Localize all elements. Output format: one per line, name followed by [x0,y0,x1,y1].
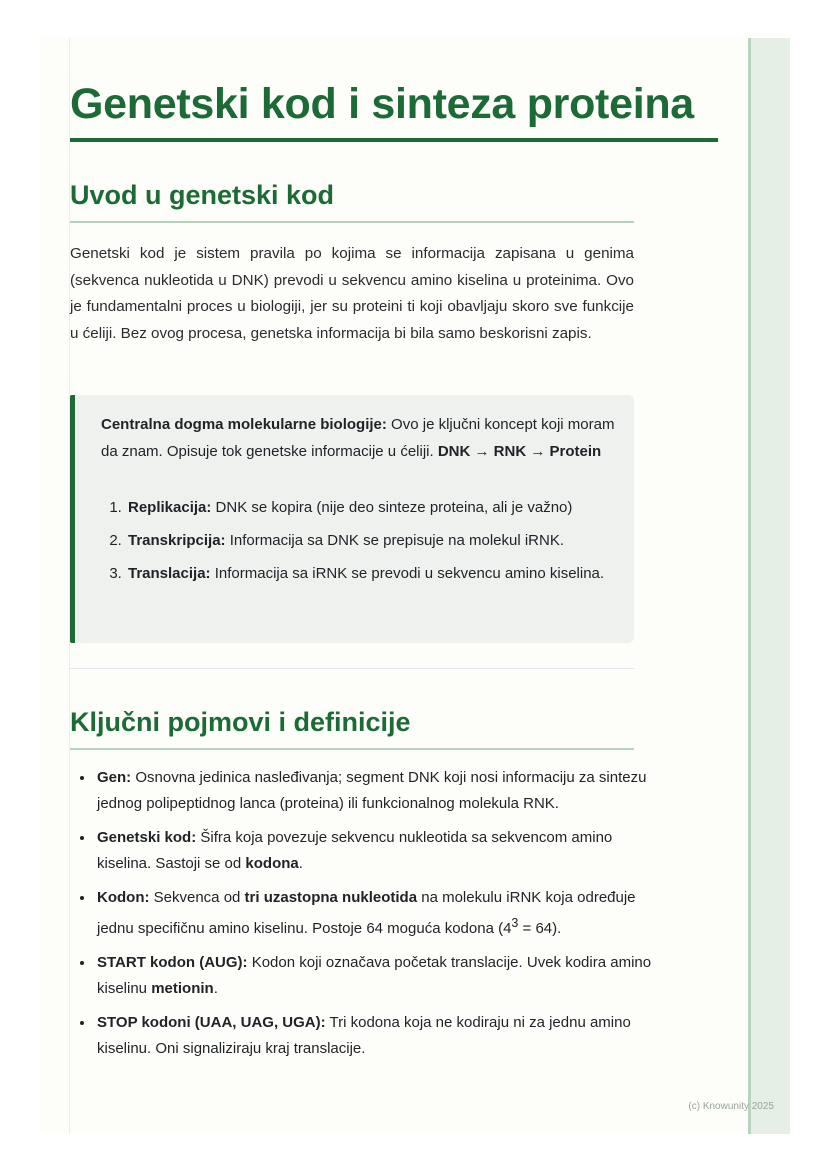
step-text: Informacija sa DNK se prepisuje na molekul iRNK. [225,532,565,549]
step-text: Informacija sa iRNK se prevodi u sekvencu amino kiselina. [210,565,605,582]
term-bold: Genetski kod: [97,829,197,846]
side-panel [748,38,790,1134]
term-text: . [298,854,303,872]
term-bold: Kodon: [97,889,150,906]
dogma-step [126,561,640,587]
callout-body: Ovo je ključni koncept koji moram da znam. Opisuje tok genetske informacije u ćeliji. [101,416,615,460]
term-bold: Gen: [97,769,132,786]
step-term: Replikacija: [128,499,212,516]
term-item [95,1010,659,1061]
intro-heading-rule [70,221,634,223]
page-title: Genetski kod i sinteza proteina [70,80,694,128]
step-term: Transkripcija: [128,532,226,549]
term-bold: START kodon (AUG): [97,954,248,971]
section-divider [70,668,634,669]
intro-paragraph: Genetski kod je sistem pravila po kojima se informacija zapisana u genima (sekvenca nukleotida u DNK) prevodi u sekvencu amino kiselina u proteinima. Ovo je fundamentalni proces u biologiji, jer su proteini ti koji obavljaju skoro sve funkcije u ćeliji. Bez ovog procesa, genetska informacija bi bila samo beskorisni zapis. [70,245,634,342]
copyright-footer: (c) Knowunity 2025 [688,1101,774,1112]
dogma-step [126,528,640,554]
term-item [95,885,659,941]
term-text: Kodon koji označava početak translacije. Uvek kodira amino kiselinu [97,954,652,997]
term-bold: metionin [151,979,214,997]
step-term: Translacija: [128,565,211,582]
term-text: Tri kodona koja ne kodiraju ni za jednu amino kiselinu. Oni signaliziraju kraj translacije. [97,1014,631,1057]
terms-heading-rule [70,748,634,750]
document-page [40,38,790,1134]
term-text: Šifra koja povezuje sekvencu nukleotida sa sekvencom amino kiselina. Sastoji se od [97,829,613,872]
callout-text [101,412,615,465]
term-text: = 64). [518,919,562,937]
term-superscript: 3 [511,915,519,930]
term-text: na molekulu iRNK koja određuje jednu specifičnu amino kiselinu. Postoje 64 moguća kodona (4 [97,889,636,937]
term-text: Sekvenca od [149,889,245,906]
term-item [95,765,659,816]
central-dogma-callout [70,395,634,643]
term-bold: kodona [245,854,299,872]
callout-flow: DNK → RNK → Protein [437,442,602,460]
dogma-steps [101,495,640,594]
term-item [95,825,659,876]
term-text: . [213,979,218,997]
side-panel-border [748,38,751,1134]
intro-heading: Uvod u genetski kod [70,180,335,210]
term-bold: STOP kodoni (UAA, UAG, UGA): [97,1014,326,1031]
title-rule [70,138,718,142]
term-text: Osnovna jedinica nasleđivanja; segment DNK koji nosi informaciju za sintezu jednog polipeptidnog lanca (proteina) ili funkcionalnog molekula RNK. [97,769,647,812]
terms-list [70,765,659,1070]
term-bold: tri uzastopna nukleotida [244,889,418,906]
step-text: DNK se kopira (nije deo sinteze proteina, ali je važno) [211,499,573,516]
terms-heading: Ključni pojmovi i definicije [70,707,411,737]
term-item [95,950,659,1001]
callout-lead: Centralna dogma molekularne biologije: [101,416,387,433]
dogma-step [126,495,640,521]
